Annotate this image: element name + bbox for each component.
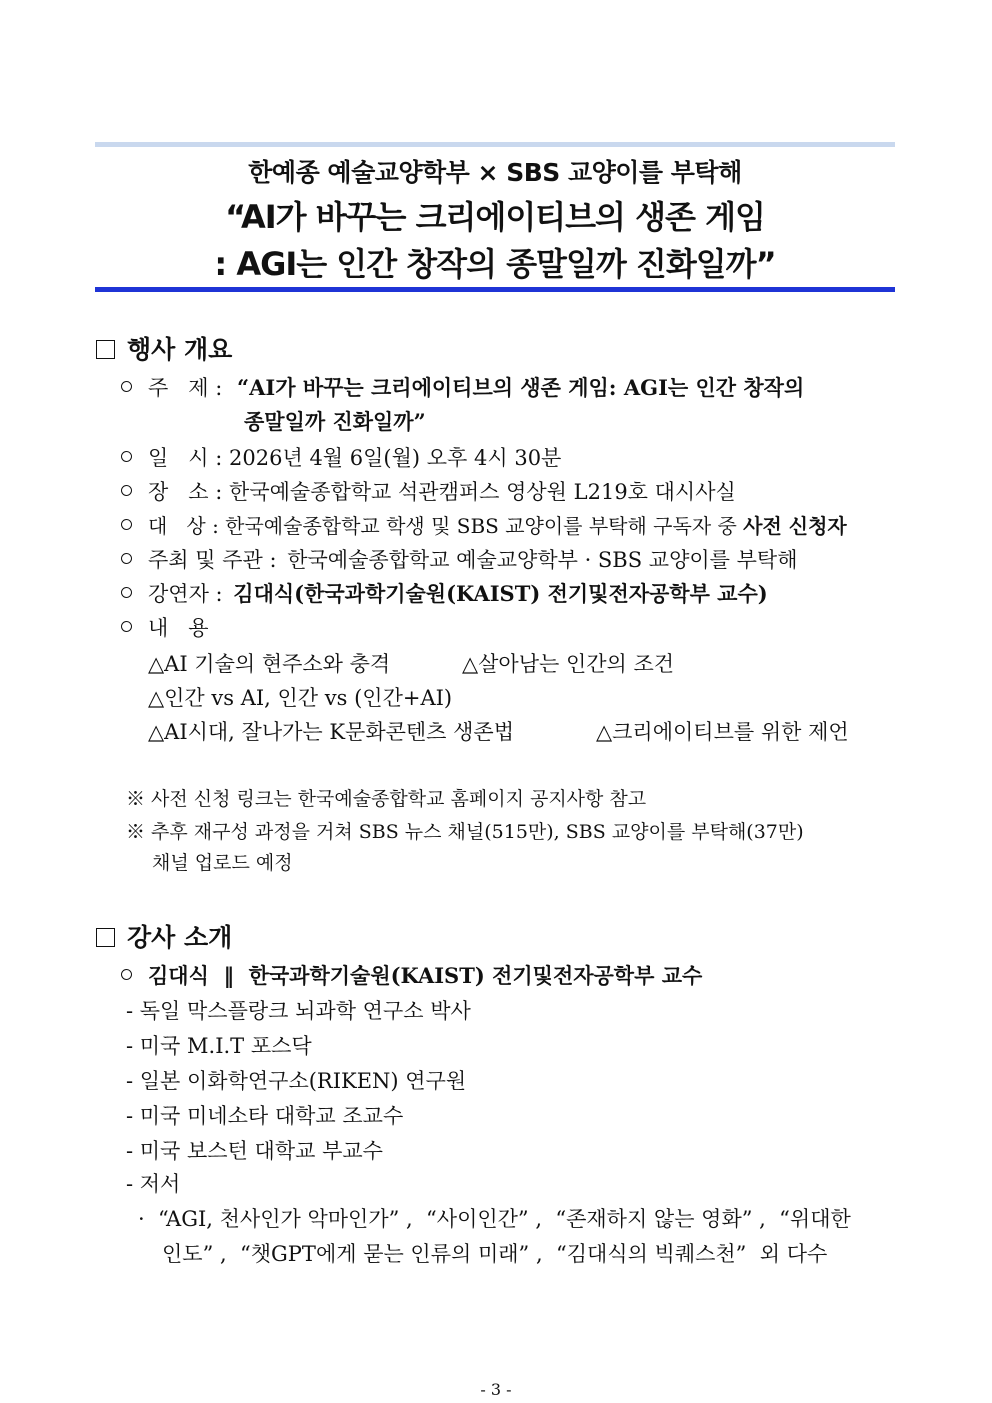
section-heading-speaker — [96, 918, 232, 954]
circle-bullet-icon — [121, 969, 132, 980]
circle-bullet-icon — [121, 381, 132, 392]
speaker-value: 김대식(한국과학기술원(KAIST) 전기및전자공학부 교수) — [233, 581, 768, 606]
target-label: 대 상 : — [148, 514, 219, 538]
target-value: 한국예술종합학교 학생 및 SBS 교양이를 부탁해 구독자 중 — [225, 514, 744, 538]
topic-value-1: “AI가 바꾸는 크리에이티브의 생존 게임: AGI는 인간 창작의 — [237, 375, 805, 400]
career-item: - 독일 막스플랑크 뇌과학 연구소 박사 — [126, 999, 471, 1023]
section-heading-overview — [96, 330, 232, 366]
title-line-2: “AI가 바꾸는 크리에이티브의 생존 게임 — [225, 198, 765, 236]
speaker-row — [121, 578, 768, 608]
title-box — [95, 147, 895, 285]
page-number: - 3 - — [480, 1380, 512, 1399]
target-value-bold: 사전 신청자 — [743, 514, 847, 538]
speaker-title-row — [121, 960, 702, 990]
circle-bullet-icon — [121, 451, 132, 462]
books-line-2: 인도” , “챗GPT에게 묻는 인류의 미래” , “김대식의 빅퀘스천” 외 다수 — [162, 1242, 828, 1266]
career-item: - 미국 보스턴 대학교 부교수 — [126, 1139, 383, 1163]
title-line-3: : AGI는 인간 창작의 종말일까 진화일까” — [214, 245, 776, 283]
date-label: 일 시 : — [148, 446, 223, 470]
title-bottom-rule — [95, 287, 895, 292]
host-value: 한국예술종합학교 예술교양학부 · SBS 교양이를 부탁해 — [287, 548, 798, 572]
content-item-3: △인간 vs AI, 인간 vs (인간+AI) — [148, 686, 453, 710]
content-item-2: △살아남는 인간의 조건 — [462, 652, 675, 676]
note-3: 채널 업로드 예정 — [152, 852, 293, 874]
checkbox-square-icon — [96, 928, 115, 947]
circle-bullet-icon — [121, 519, 132, 530]
section-heading-text: 강사 소개 — [127, 923, 233, 952]
section-heading-text: 행사 개요 — [127, 335, 233, 364]
title-line-1: 한예종 예술교양학부 × SBS 교양이를 부탁해 — [248, 158, 742, 187]
venue-value: 한국예술종합학교 석관캠퍼스 영상원 L219호 대시사실 — [229, 480, 736, 504]
content-row — [121, 612, 209, 642]
topic-value-2: 종말일까 진화일까” — [244, 409, 426, 434]
note-1: ※ 사전 신청 링크는 한국예술종합학교 홈페이지 공지사항 참고 — [126, 788, 647, 810]
career-item: - 미국 M.I.T 포스닥 — [126, 1034, 312, 1058]
target-row — [121, 510, 847, 539]
circle-bullet-icon — [121, 621, 132, 632]
venue-label: 장 소 : — [148, 480, 223, 504]
speaker-label: 강연자 : — [148, 582, 223, 606]
topic-label: 주 제 : — [148, 376, 223, 400]
speaker-title: 김대식 ‖ 한국과학기술원(KAIST) 전기및전자공학부 교수 — [148, 963, 703, 988]
content-item-4: △AI시대, 잘나가는 K문화콘텐츠 생존법 — [148, 720, 515, 744]
host-label: 주최 및 주관 : — [148, 548, 277, 572]
circle-bullet-icon — [121, 553, 132, 564]
note-2: ※ 추후 재구성 과정을 거쳐 SBS 뉴스 채널(515만), SBS 교양이를 부탁해(37만) — [126, 821, 804, 843]
content-label: 내 용 — [148, 616, 209, 640]
career-item: - 저서 — [126, 1172, 181, 1196]
host-row — [121, 544, 797, 574]
career-item: - 미국 미네소타 대학교 조교수 — [126, 1104, 404, 1128]
content-item-1: △AI 기술의 현주소와 충격 — [148, 652, 391, 676]
career-item: - 일본 이화학연구소(RIKEN) 연구원 — [126, 1069, 467, 1093]
checkbox-square-icon — [96, 340, 115, 359]
circle-bullet-icon — [121, 485, 132, 496]
content-item-5: △크리에이티브를 위한 제언 — [596, 720, 849, 744]
date-row — [121, 442, 561, 472]
topic-row — [121, 372, 804, 402]
circle-bullet-icon — [121, 587, 132, 598]
books-line-1: · “AGI, 천사인가 악마인가” , “사이인간” , “존재하지 않는 영화” , “위대한 — [138, 1207, 851, 1231]
venue-row — [121, 476, 736, 506]
date-value: 2026년 4월 6일(월) 오후 4시 30분 — [229, 446, 562, 470]
